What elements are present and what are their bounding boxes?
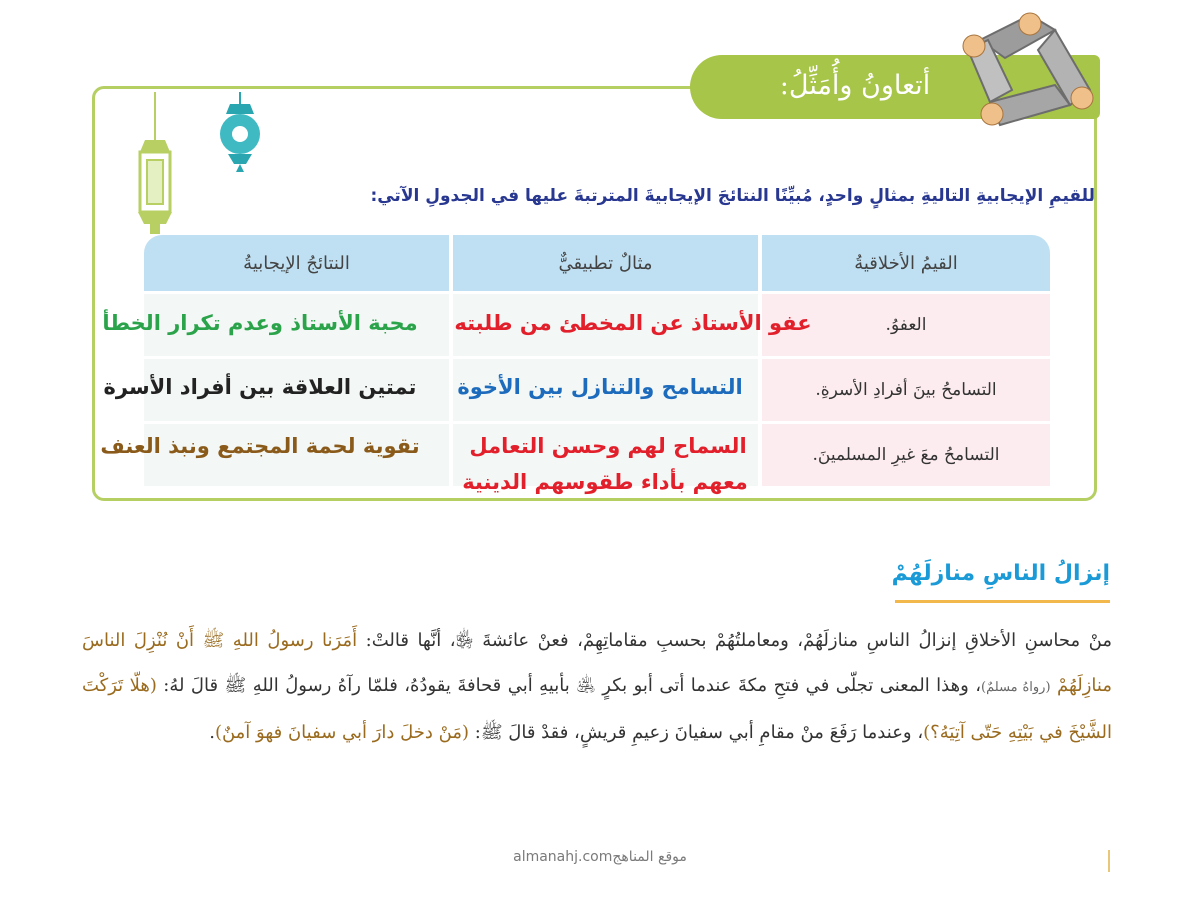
answer-result-non-muslims: تقوية لحمة المجتمع ونبذ العنف — [100, 434, 420, 458]
activity-instruction: للقيمِ الإيجابيةِ التاليةِ بمثالٍ واحدٍ، مُبيِّنًا النتائجَ الإيجابيةَ المترتبةَ عليها في الجدولِ الآتي: — [370, 186, 1095, 206]
value-cell: العفوُ. — [762, 294, 1050, 356]
section-heading-underline — [895, 600, 1110, 603]
answer-result-forgiveness: محبة الأستاذ وعدم تكرار الخطأ — [102, 311, 418, 335]
hadith-reference: (رواهُ مسلمٌ) — [981, 680, 1051, 695]
paragraph-text: ، وهذا المعنى تجلّى في فتحِ مكةَ عندما أتى أبو بكرٍ ﵁ بأبيهِ أبي قحافةَ يقودُهُ، فلمّا رآهُ رسولُ اللهِ ﷺ قالَ لهُ: — [156, 675, 982, 696]
paragraph-text: ، وعندما رَفَعَ منْ مقامِ أبي سفيانَ زعيمِ قريشٍ، فقدْ قالَ ﷺ: — [469, 722, 924, 743]
answer-example-non-muslims: السماح لهم وحسن التعامل — [469, 434, 747, 458]
lantern-icon — [130, 92, 180, 237]
answer-example-family: التسامح والتنازل بين الأخوة — [457, 375, 743, 399]
table-header-row — [144, 235, 1050, 291]
header-positive-results: النتائجُ الإيجابيةُ — [144, 235, 449, 291]
answer-result-family: تمتين العلاقة بين أفراد الأسرة — [103, 375, 417, 399]
header-moral-values: القيمُ الأخلاقيةُ — [762, 235, 1050, 291]
header-practical-example: مثالٌ تطبيقيٌّ — [453, 235, 758, 291]
hands-teamwork-icon — [960, 10, 1100, 140]
site-watermark: almanahj.comموقع المناهج — [513, 849, 687, 865]
value-cell: التسامحُ معَ غيرِ المسلمينَ. — [762, 424, 1050, 486]
section-heading: إنزالُ الناسِ منازلَهُمْ — [891, 561, 1110, 586]
paragraph-text: منْ محاسنِ الأخلاقِ إنزالُ الناسِ منازلَهُمْ، ومعاملتُهُمْ بحسبِ مقاماتِهِمْ، فعنْ عائشةَ ﵂، أنَّها قالتْ: — [357, 630, 1112, 651]
answer-example-forgiveness: عفو الأستاذ عن المخطئ من طلبته — [454, 311, 812, 335]
hadith-quote: (هلّا تَرَكْتَ الشَّيْخَ في بَيْتِهِ حَتّى آتِيَهُ؟) — [82, 675, 1112, 743]
hadith-quote: (مَنْ دخلَ دارَ أبي سفيانَ فهوَ آمنٌ) — [214, 722, 470, 743]
hadith-quote: أَمَرَنا رسولُ اللهِ ﷺ أَنْ نُنْزِلَ الناسَ منازِلَهُمْ — [82, 630, 1112, 696]
answer-example-non-muslims-line2: معهم بأداء طقوسهم الدينية — [462, 470, 748, 494]
ornament-lamp-icon — [210, 92, 270, 172]
paragraph-text: . — [209, 722, 215, 743]
value-cell: التسامحُ بينَ أفرادِ الأسرةِ. — [762, 359, 1050, 421]
margin-rule — [1108, 850, 1110, 872]
lesson-paragraph — [82, 618, 1112, 755]
activity-title: أتعاونُ وأُمَثِّلُ: — [779, 70, 931, 101]
